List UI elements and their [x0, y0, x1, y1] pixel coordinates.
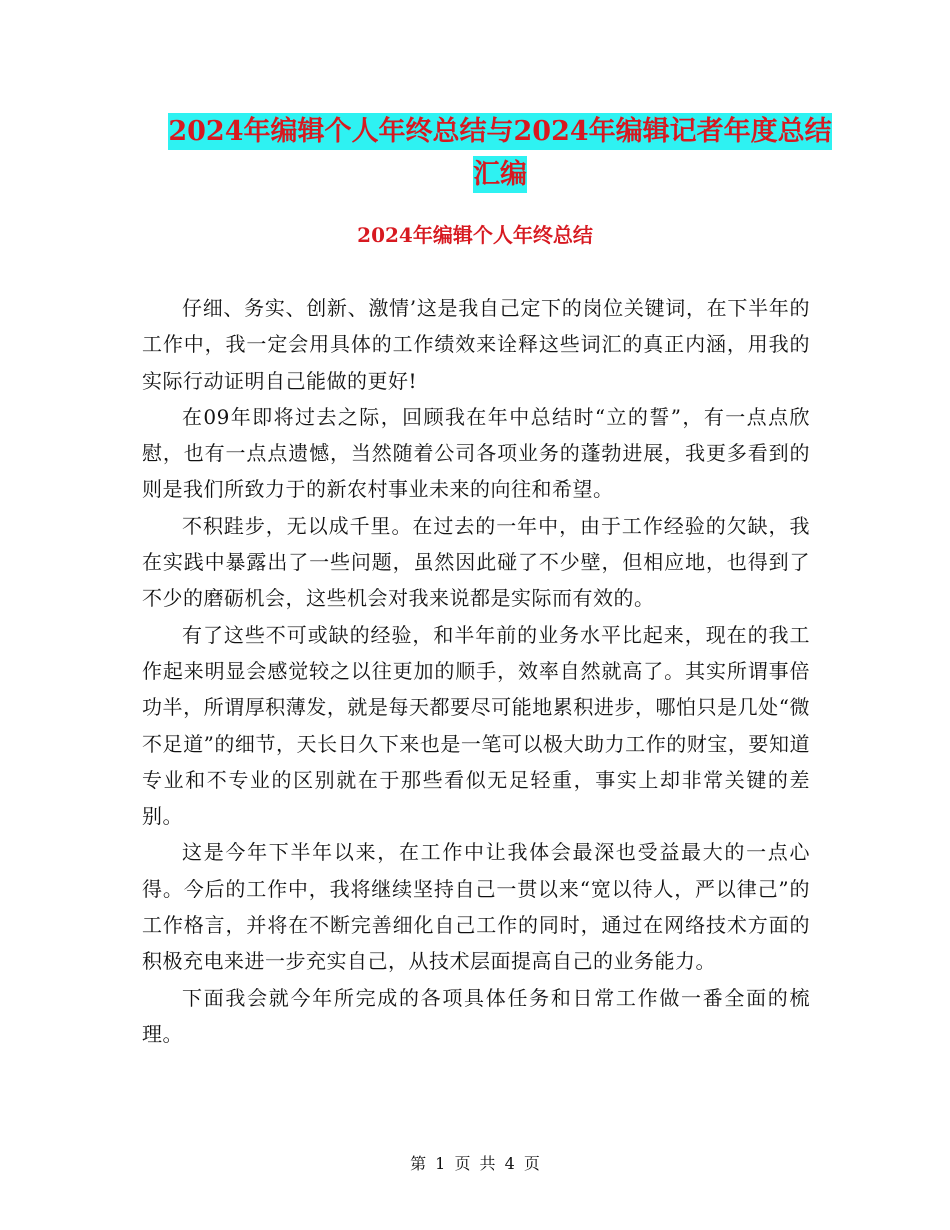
paragraph: 仔细、务实、创新、激情’这是我自己定下的岗位关键词，在下半年的工作中，我一定会用具体的工作绩效来诠释这些词汇的真正内涵，用我的实际行动证明自己能做的更好!	[142, 296, 810, 393]
paragraph: 不积跬步，无以成千里。在过去的一年中，由于工作经验的欠缺，我在实践中暴露出了一些问题，虽然因此碰了不少壁，但相应地，也得到了不少的磨砺机会，这些机会对我来说都是实际而有效的。	[142, 513, 810, 611]
title-line-1: 2024年编辑个人年终总结与2024年编辑记者年度总结	[168, 113, 831, 150]
document-title	[140, 110, 860, 196]
title-line-2: 汇编	[473, 156, 527, 193]
paragraph: 有了这些不可或缺的经验，和半年前的业务水平比起来，现在的我工作起来明显会感觉较之以往更加的顺手，效率自然就高了。其实所谓事倍功半，所谓厚积薄发，就是每天都要尽可能地累积进步，哪怕只是几处“微不足道”的细节，天长日久下来也是一笔可以极大助力工作的财宝，要知道专业和不专业的区别就在于那些看似无足轻重，事实上却非常关键的差别。	[142, 622, 810, 829]
paragraph: 这是今年下半年以来，在工作中让我体会最深也受益最大的一点心得。今后的工作中，我将继续坚持自己一贯以来“宽以待人，严以律己”的工作格言，并将在不断完善细化自己工作的同时，通过在网络技术方面的积极充电来进一步充实自己，从技术层面提高自己的业务能力。	[142, 840, 810, 974]
page-number-footer: 第 1 页 共 4 页	[410, 1154, 540, 1173]
paragraph: 在09年即将过去之际，回顾我在年中总结时“立的誓”，有一点点欣慰，也有一点点遗憾，当然随着公司各项业务的蓬勃进展，我更多看到的则是我们所致力于的新农村事业未来的向往和希望。	[142, 404, 810, 502]
body-text	[142, 290, 810, 1052]
section-heading: 2024年编辑个人年终总结	[357, 223, 593, 247]
paragraph: 下面我会就今年所完成的各项具体任务和日常工作做一番全面的梳理。	[142, 985, 810, 1046]
